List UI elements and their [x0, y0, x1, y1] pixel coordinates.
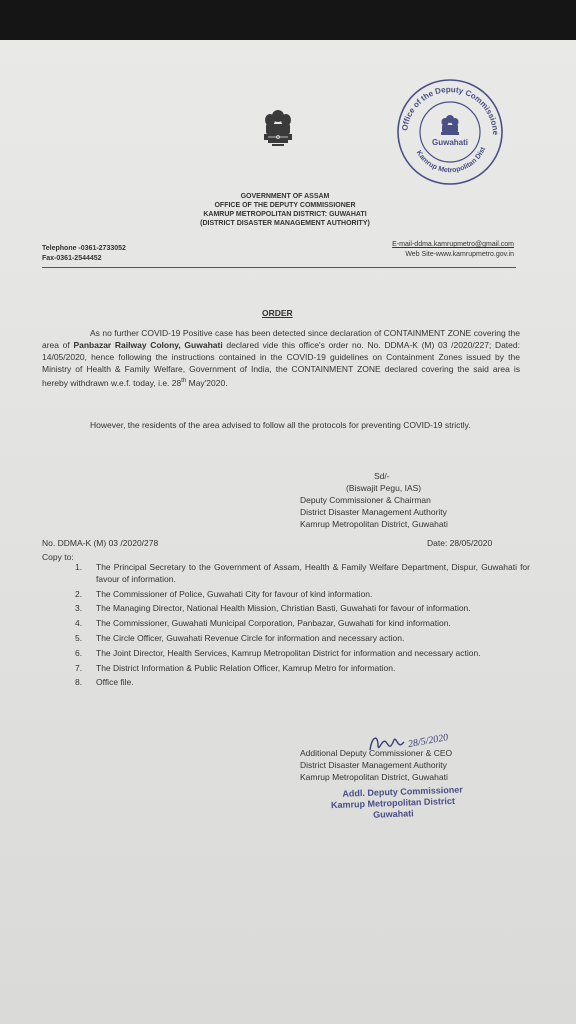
website-link[interactable]: Web Site-www.kamrupmetro.gov.in [405, 251, 514, 258]
list-item [75, 633, 530, 645]
document-page [0, 40, 576, 1024]
emblem-icon [258, 106, 298, 154]
order-p1-location: Panbazar Railway Colony, Guwahati [73, 340, 223, 350]
copy-to-label: Copy to: [42, 552, 74, 562]
signatory-district: Kamrup Metropolitan District, Guwahati [300, 519, 448, 529]
seal-line-1: Addl. Deputy Commissioner [342, 784, 463, 799]
signatory-2-district: Kamrup Metropolitan District, Guwahati [300, 772, 448, 782]
list-item-number: 5. [75, 632, 83, 643]
list-item [75, 589, 530, 601]
order-p1-text-a: As no further COVID-19 Positive case has been detected since declaration of CONTAINMENT ZONE covering the area of [42, 328, 520, 350]
order-p1-text-c: May'2020. [186, 377, 228, 388]
list-item-text: The District Information & Public Relation Officer, Kamrup Metro for information. [96, 662, 396, 673]
list-item-text: The Joint Director, Health Services, Kamrup Metropolitan District for information and necessary action. [96, 647, 481, 658]
header-divider [42, 267, 516, 268]
signatory-designation: Deputy Commissioner & Chairman [300, 495, 431, 505]
letterhead [150, 192, 420, 228]
photo-dark-edge [0, 0, 576, 40]
memo-reference [42, 538, 520, 548]
list-item-number: 8. [75, 677, 83, 688]
stamp-emblem-icon [441, 115, 459, 135]
email-link[interactable]: E-mail-ddma.kamrupmetro@gmail.com [392, 241, 514, 248]
memo-date: Date: 28/05/2020 [427, 538, 493, 548]
stamp-bottom-text: Kamrup Metropolitan Dist [414, 146, 488, 175]
list-item-number: 2. [75, 588, 83, 599]
stamp-center-text: Guwahati [431, 138, 469, 147]
contact-web [362, 240, 514, 260]
seal-line-2: Kamrup Metropolitan District [330, 795, 456, 811]
fax: Fax-0361-2544452 [42, 255, 102, 262]
list-item [75, 562, 530, 586]
letterhead-line-1: GOVERNMENT OF ASSAM [240, 193, 330, 200]
list-item-number: 6. [75, 647, 83, 658]
signatory-2-designation: Additional Deputy Commissioner & CEO [300, 748, 453, 758]
signatory-2-authority: District Disaster Management Authority [300, 760, 447, 770]
order-p1-sup: th [181, 378, 187, 384]
memo-number: No. DDMA-K (M) 03 /2020/278 [42, 538, 159, 548]
letterhead-line-2: OFFICE OF THE DEPUTY COMMISSIONER [214, 202, 356, 209]
contact-phone-fax [42, 244, 126, 264]
list-item-number: 7. [75, 662, 83, 673]
order-title: ORDER [262, 308, 293, 318]
list-item-number: 1. [75, 562, 83, 572]
signatory-2-block [300, 747, 525, 783]
list-item [75, 648, 530, 660]
list-item [75, 603, 530, 615]
order-paragraph-2 [42, 419, 520, 431]
signatory-authority: District Disaster Management Authority [300, 507, 447, 517]
order-p2-text: However, the residents of the area advised to follow all the protocols for preventing COVID-19 strictly. [90, 420, 471, 430]
signatory-name: (Biswajit Pegu, IAS) [346, 483, 422, 493]
list-item-text: The Commissioner, Guwahati Municipal Corporation, Panbazar, Guwahati for kind information. [96, 618, 451, 629]
letterhead-line-3: KAMRUP METROPOLITAN DISTRICT: GUWAHATI [203, 211, 367, 218]
stamp-outer-text: Office of the Deputy Commissione [400, 84, 501, 136]
list-item [75, 663, 530, 675]
list-item-number: 4. [75, 618, 83, 629]
office-stamp [395, 77, 505, 187]
list-item [75, 618, 530, 630]
signature-sd: Sd/- [374, 471, 390, 481]
list-item-text: The Managing Director, National Health Mission, Christian Basti, Guwahati for favour of information. [96, 603, 471, 614]
signatory-block [300, 470, 520, 530]
list-item-text: The Circle Officer, Guwahati Revenue Circle for information and necessary action. [96, 632, 405, 643]
order-paragraph-1 [42, 327, 520, 389]
list-item-text: Office file. [96, 677, 134, 688]
handwritten-date: 28/5/2020 [407, 732, 450, 751]
list-item-number: 3. [75, 603, 83, 614]
copy-list [75, 562, 530, 692]
seal-line-3: Guwahati [372, 808, 414, 820]
list-item-text: The Commissioner of Police, Guwahati City for favour of kind information. [96, 588, 373, 599]
order-p1-text-b: declared vide this office's order no. No. DDMA-K (M) 03 /2020/227; Dated: 14/05/2020, hence following the instructions contained in the COVID-19 guidelines on Containment Zones issued by the Ministry of Health & Family Welfare, Government of India, the CONTAINMENT ZONE declared covering the said area is hereby withdrawn w.e.f. today, i.e. 28 [42, 340, 520, 388]
telephone: Telephone -0361-2733052 [42, 245, 126, 252]
list-item-text: The Principal Secretary to the Government of Assam, Health & Family Welfare Department, Dispur, Guwahati for favour of information. [96, 562, 530, 584]
list-item [75, 677, 530, 689]
letterhead-line-4: (DISTRICT DISASTER MANAGEMENT AUTHORITY) [200, 220, 370, 227]
rubber-seal [317, 784, 468, 822]
